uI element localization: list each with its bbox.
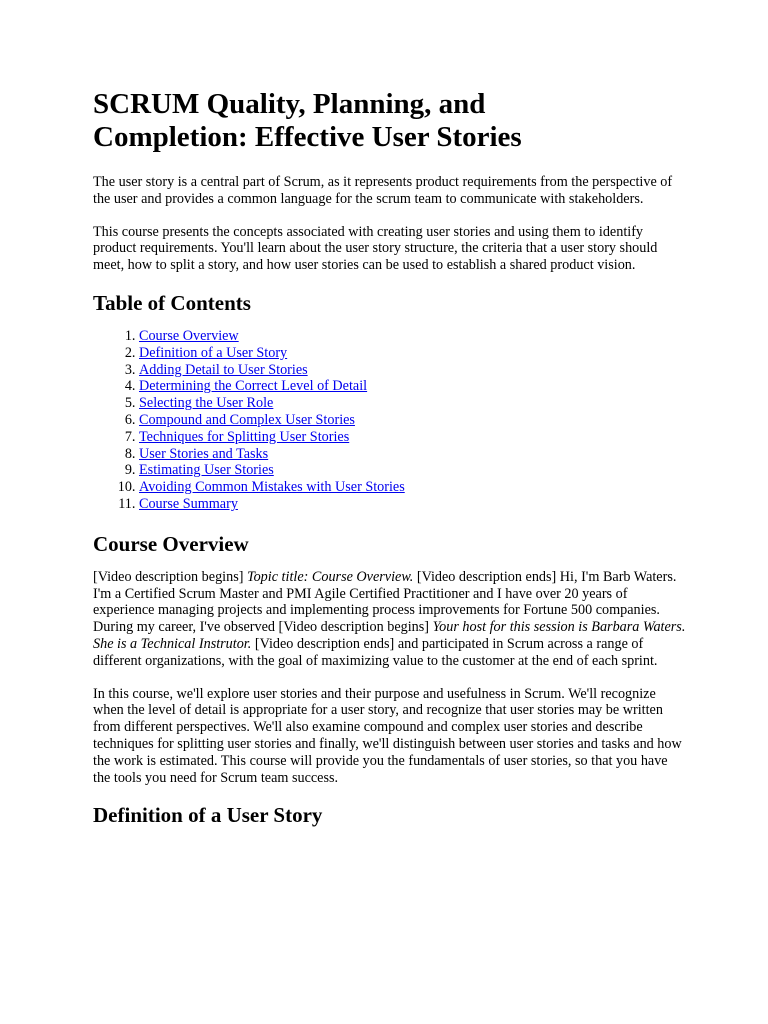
toc-item (139, 328, 688, 345)
toc-link-estimating[interactable]: Estimating User Stories (139, 462, 274, 479)
toc-link-user-role[interactable]: Selecting the User Role (139, 395, 274, 412)
definition-heading: Definition of a User Story (93, 803, 323, 828)
toc-item (139, 479, 688, 496)
text-run: [Video description ends] Hi, I'm Barb Waters. I'm a Certified Scrum Master and PMI Agile Certified Practitioner and I have over 20 years of experience managing projects and implementing process improvements for Fortune 500 companies. During my career, I've observed [Video description begins] (93, 568, 677, 636)
toc-item (139, 345, 688, 362)
toc-link-adding-detail[interactable]: Adding Detail to User Stories (139, 361, 308, 378)
toc-item (139, 462, 688, 479)
toc-item (139, 362, 688, 379)
toc-item (139, 496, 688, 513)
toc-link-stories-tasks[interactable]: User Stories and Tasks (139, 445, 269, 462)
document-title: SCRUM Quality, Planning, and Completion: Effective User Stories (93, 88, 522, 153)
video-description-italic: Topic title: Course Overview. (247, 568, 414, 585)
toc-item (139, 446, 688, 463)
intro-paragraph-1: The user story is a central part of Scrum, as it represents product requirements from the perspective of the user and provides a common language for the scrum team to communicate with stakeholders. (93, 174, 673, 207)
toc-link-definition[interactable]: Definition of a User Story (139, 344, 288, 361)
text-run: [Video description begins] (93, 568, 247, 585)
toc-item (139, 395, 688, 412)
toc-item (139, 378, 688, 395)
course-overview-paragraph-1 (93, 569, 688, 670)
toc-link-common-mistakes[interactable]: Avoiding Common Mistakes with User Stories (139, 479, 405, 496)
video-description-italic: Your host for this session is Barbara Waters. She is a Technical Instrutor. (93, 619, 686, 652)
course-overview-heading: Course Overview (93, 531, 249, 556)
toc-item (139, 429, 688, 446)
toc-link-course-overview[interactable]: Course Overview (139, 327, 239, 344)
course-overview-paragraph-2: In this course, we'll explore user stories and their purpose and usefulness in Scrum. We'll recognize when the level of detail is appropriate for a user story, and recognize that user stories may be written from different perspectives. We'll also examine compound and complex user stories and describe techniques for splitting user stories and finally, we'll distinguish between user stories and tasks and how the work is estimated. This course will provide you the fundamentals of user stories, so that you have the tools you need for Scrum team success. (93, 685, 682, 786)
toc-item (139, 412, 688, 429)
toc-heading: Table of Contents (93, 290, 251, 315)
text-run: [Video description ends] and participated in Scrum across a range of different organizations, with the goal of maximizing value to the customer at the end of each sprint. (93, 635, 658, 669)
toc-link-splitting[interactable]: Techniques for Splitting User Stories (139, 428, 350, 445)
intro-paragraph-2: This course presents the concepts associated with creating user stories and using them to identify product requirements. You'll learn about the user story structure, the criteria that a user story should meet, how to split a story, and how user stories can be used to establish a shared product vision. (93, 223, 658, 274)
toc-link-course-summary[interactable]: Course Summary (139, 495, 238, 512)
toc-link-level-of-detail[interactable]: Determining the Correct Level of Detail (139, 378, 368, 395)
toc-list (93, 328, 688, 513)
toc-link-compound-complex[interactable]: Compound and Complex User Stories (139, 411, 355, 428)
